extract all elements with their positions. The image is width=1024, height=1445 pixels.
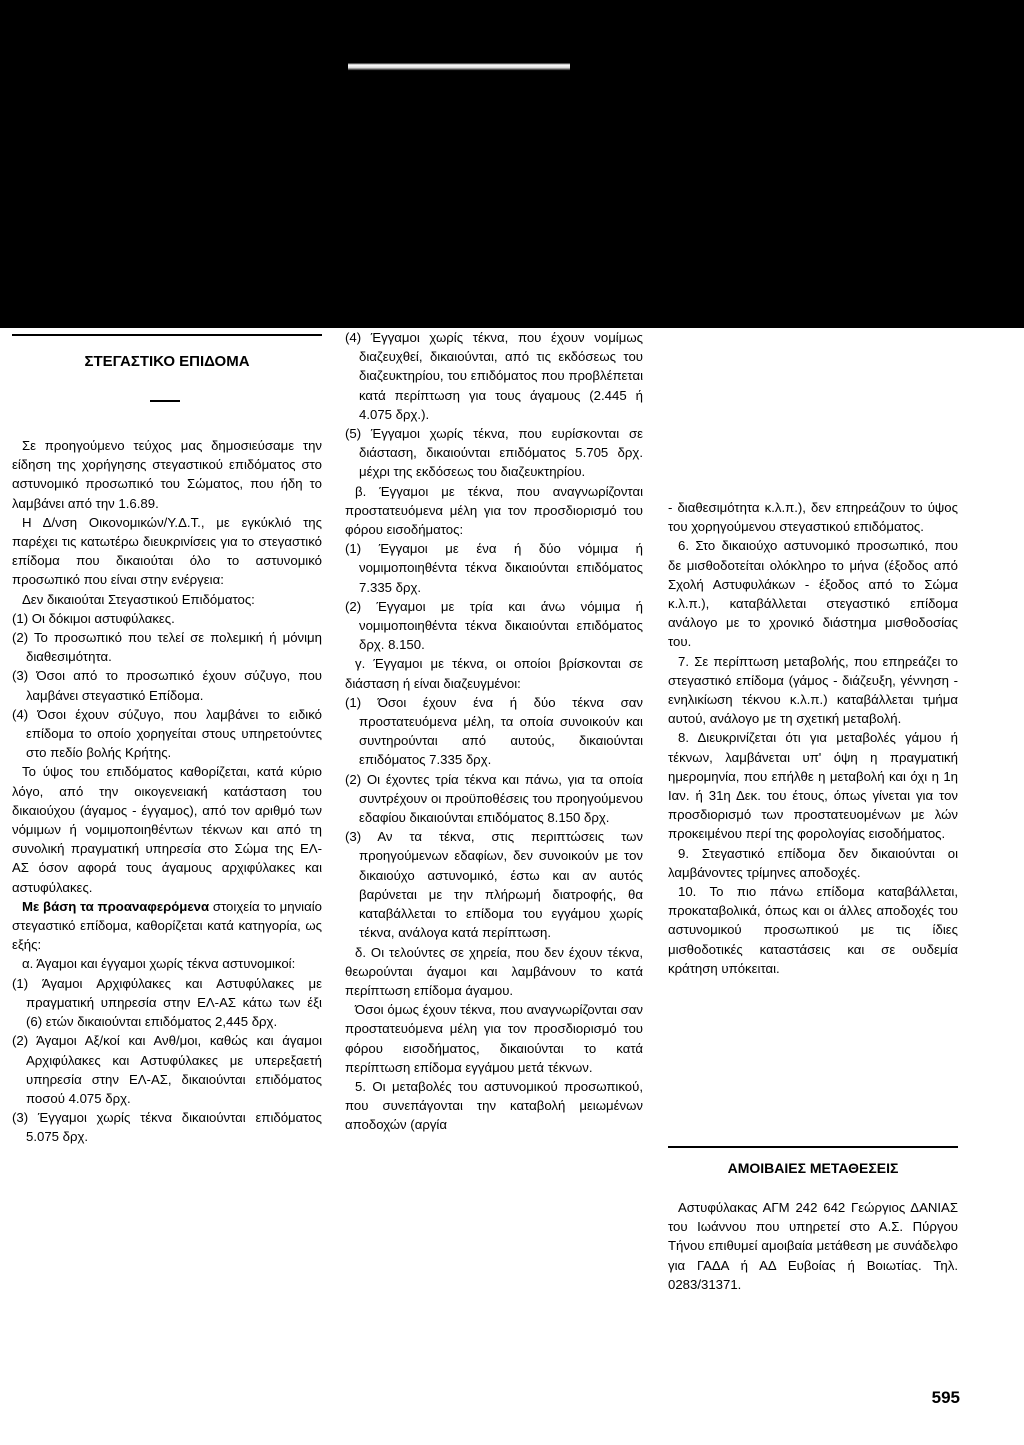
paragraph: Δεν δικαιούται Στεγαστικού Επιδόματος: <box>22 591 255 607</box>
paragraph: - διαθεσιμότητα κ.λ.π.), δεν επηρεάζουν το ύψος του χορηγούμενου στεγαστικού επιδόματος. <box>668 500 958 535</box>
paragraph: 10. Το πιο πάνω επίδομα καταβάλλεται, προκαταβολικά, όπως και οι άλλες αποδοχές του αστυνομικού προσωπικού με τις ίδιες μισθοδοτικές καταστάσεις και σε ουδεμία κράτηση υπόκειται. <box>668 884 958 976</box>
scan-artifact-mark <box>348 60 570 74</box>
list-item: (5) Έγγαμοι χωρίς τέκνα, που ευρίσκονται σε διάσταση, δικαιούνται επιδόματος 5.705 δρχ. μέχρι της εκδόσεως του διαζευκτηρίου. <box>345 426 643 480</box>
list-item: (4) Όσοι έχουν σύζυγο, που λαμβάνει το ειδικό επίδομα το οποίο χορηγείται στους υπηρετούντες στο πεδίο βολής Κρήτης. <box>12 706 322 761</box>
list-item: (3) Όσοι από το προσωπικό έχουν σύζυγο, που λαμβάνει στεγαστικό Επίδομα. <box>12 668 322 703</box>
section-rule <box>668 1146 958 1148</box>
paragraph: 8. Διευκρινίζεται ότι για μεταβολές γάμου ή τέκνων, λαμβάνεται υπ' όψη η πραγματική ημερομηνία, που επήλθε η μεταβολή και όχι η 1η Ιαν. ή 31η Δεκ. του έτους, όπως γίνεται για τον προσδιορισμό των προστατευομένων με λών προκειμένου περί της φορολογίας εισοδήματος. <box>668 730 958 842</box>
list-item: (2) Έγγαμοι με τρία και άνω νόμιμα ή νομιμοποιηθέντα τέκνα δικαιούνται επιδόματος δρχ. 8.150. <box>345 598 643 653</box>
list-item: (1) Οι δόκιμοι αστυφύλακες. <box>12 610 175 626</box>
page-number: 595 <box>931 1388 960 1407</box>
list-item: (1) Έγγαμοι με ένα ή δύο νόμιμα ή νομιμοποιηθέντα τέκνα δικαιούνται επιδόματος 7.335 δρχ. <box>345 541 643 595</box>
paragraph: 6. Στο δικαιούχο αστυνομικό προσωπικό, που δε μισθοδοτείται ολόκληρο το μήνα (έξοδος από Σχολή Αστυφυλάκων - έξοδος από το Σώμα κ.λ.π.), καταβάλλεται στεγαστικό επίδομα ανάλογο με το χρονικό διάστημα μισθοδοσίας του. <box>668 538 958 650</box>
paragraph: Όσοι όμως έχουν τέκνα, που αναγνωρίζονται σαν προστατευόμενα μέλη για τον προσδιορισμό του φόρου εισοδήματος, δικαιούνται το κατά περίπτωση επίδομα εγγάμου μετά τέκνων. <box>345 1002 643 1075</box>
bold-phrase: Με βάση τα προαναφερόμενα <box>22 898 210 914</box>
paragraph: γ. Έγγαμοι με τέκνα, οι οποίοι βρίσκονται σε διάσταση ή είναι διαζευγμένοι: <box>345 656 643 691</box>
column-2 <box>345 328 643 1135</box>
list-item: (1) Όσοι έχουν ένα ή δύο τέκνα σαν προστατευόμενα μέλη, τα οποία συνοικούν και συντηρούνται από αυτούς, δικαιούνται επιδόματος 7.335 δρχ. <box>345 694 643 768</box>
paragraph: Το ύψος του επιδόματος καθορίζεται, κατά κύριο λόγο, από την οικογενειακή κατάσταση του δικαιούχου (άγαμος - έγγαμος), από τον αριθμό των νόμιμων ή νομιμοποιηθέντων τέκνων και από τη συνολική πραγματική υπηρεσία στο Σώμα της ΕΛ-ΑΣ όσον αφορά τους άγαμους αρχιφύλακες και αστυφύλακες. <box>12 764 322 895</box>
list-item: (2) Άγαμοι Αξ/κοί και Ανθ/μοι, καθώς και άγαμοι Αρχιφύλακες και Αστυφύλακες με υπερεξαετή υπηρεσία στην ΕΛ-ΑΣ, δικαιούνται επιδόματος ποσού 4.075 δρχ. <box>12 1033 322 1106</box>
paragraph: β. Έγγαμοι με τέκνα, που αναγνωρίζονται προστατευόμενα μέλη για τον προσδιορισμό του φόρου εισοδήματος: <box>345 483 643 538</box>
paragraph-bold-lead <box>12 897 322 955</box>
list-item: (4) Έγγαμοι χωρίς τέκνα, που έχουν νομίμως διαζευχθεί, δικαιούνται, από τις εκδόσεως του διαζευκτηρίου, του επιδόματος που προβλέπεται κατά περίπτωση για τους άγαμους (2.445 ή 4.075 δρχ.). <box>345 330 643 422</box>
transfer-notice <box>668 1198 958 1294</box>
paragraph: 5. Οι μεταβολές του αστυνομικού προσωπικού, που συνεπάγονται την καταβολή μειωμένων αποδοχών (αργία <box>345 1078 643 1133</box>
heading-mutual-transfers: ΑΜΟΙΒΑΙΕΣ ΜΕΤΑΘΕΣΕΙΣ <box>727 1160 899 1176</box>
heading-housing-allowance: ΣΤΕΓΑΣΤΙΚΟ ΕΠΙΔΟΜΑ <box>84 353 250 370</box>
column-3 <box>668 498 958 978</box>
list-item: (3) Έγγαμοι χωρίς τέκνα δικαιούνται επιδόματος 5.075 δρχ. <box>12 1110 322 1145</box>
paragraph: 9. Στεγαστικό επίδομα δεν δικαιούνται οι λαμβάνοντες τρίμηνες αποδοχές. <box>668 845 958 880</box>
paragraph: Σε προηγούμενο τεύχος μας δημοσιεύσαμε την είδηση της χορήγησης στεγαστικού επιδόματος στο αστυνομικό προσωπικό του Σώματος, που ήδη το λαμβάνει από την 1.6.89. <box>12 438 322 511</box>
paragraph: Αστυφύλακας ΑΓΜ 242 642 Γεώργιος ΔΑΝΙΑΣ του Ιωάννου που υπηρετεί στο Α.Σ. Πύργου Τήνου επιθυμεί αμοιβαία μετάθεση με συνάδελφο για ΓΑΔΑ ή ΑΔ Ευβοίας ή Βοιωτίας. Τηλ. 0283/31371. <box>668 1200 958 1292</box>
list-item: (2) Το προσωπικό που τελεί σε πολεμική ή μόνιμη διαθεσιμότητα. <box>12 630 322 665</box>
paragraph: δ. Οι τελούντες σε χηρεία, που δεν έχουν τέκνα, θεωρούνται άγαμοι και λαμβάνουν το κατά περίπτωση επίδομα άγαμου. <box>345 944 643 998</box>
heading-underline <box>150 400 180 402</box>
document-page <box>0 328 1024 1445</box>
list-item: (3) Αν τα τέκνα, στις περιπτώσεις των προηγούμενων εδαφίων, δεν συνοικούν με τον δικαιούχο αστυνομικό, έστω και αν αυτός βαρύνεται με την πλήρωμή διατροφής, θα καταβάλλεται το επίδομα του εγγάμου χωρίς τέκνα, ανάλογα κατά περίπτωση. <box>345 829 643 941</box>
list-item: (2) Οι έχοντες τρία τέκνα και πάνω, για τα οποία συντρέχουν οι προϋποθέσεις του προηγούμενου εδαφίου δικαιούνται επιδόματος 8.150 δρχ. <box>345 771 643 826</box>
paragraph: α. Άγαμοι και έγγαμοι χωρίς τέκνα αστυνομικοί: <box>22 956 296 972</box>
paragraph: Η Δ/νση Οικονομικών/Υ.Δ.Τ., με εγκύκλιό της παρέχει τις κατωτέρω διευκρινίσεις για το στεγαστικό επίδομα που δικαιούται όλο το αστυνομικό προσωπικό που είναι στην ενέργεια: <box>12 514 322 588</box>
paragraph-rest: στοιχεία το μηνιαίο στεγαστικό επίδομα, καθορίζεται κατά κατηγορία, ως εξής: <box>12 898 322 953</box>
column-1 <box>12 436 322 1147</box>
paragraph: 7. Σε περίπτωση μεταβολής, που επηρεάζει το στεγαστικό επίδομα (γάμος - διάζευξη, γέννηση - ενηλικίωση τέκνου κ.λ.π.) καταβάλλεται τμήμα αυτού, ανάλογο με τη σχετική μεταβολή. <box>668 653 958 727</box>
dark-scan-area <box>0 0 1024 328</box>
heading-rule <box>12 334 322 336</box>
list-item: (1) Άγαμοι Αρχιφύλακες και Αστυφύλακες με πραγματική υπηρεσία στην ΕΛ-ΑΣ κάτω των έξι (6) ετών δικαιούνται επιδόματος 2,445 δρχ. <box>12 975 322 1030</box>
